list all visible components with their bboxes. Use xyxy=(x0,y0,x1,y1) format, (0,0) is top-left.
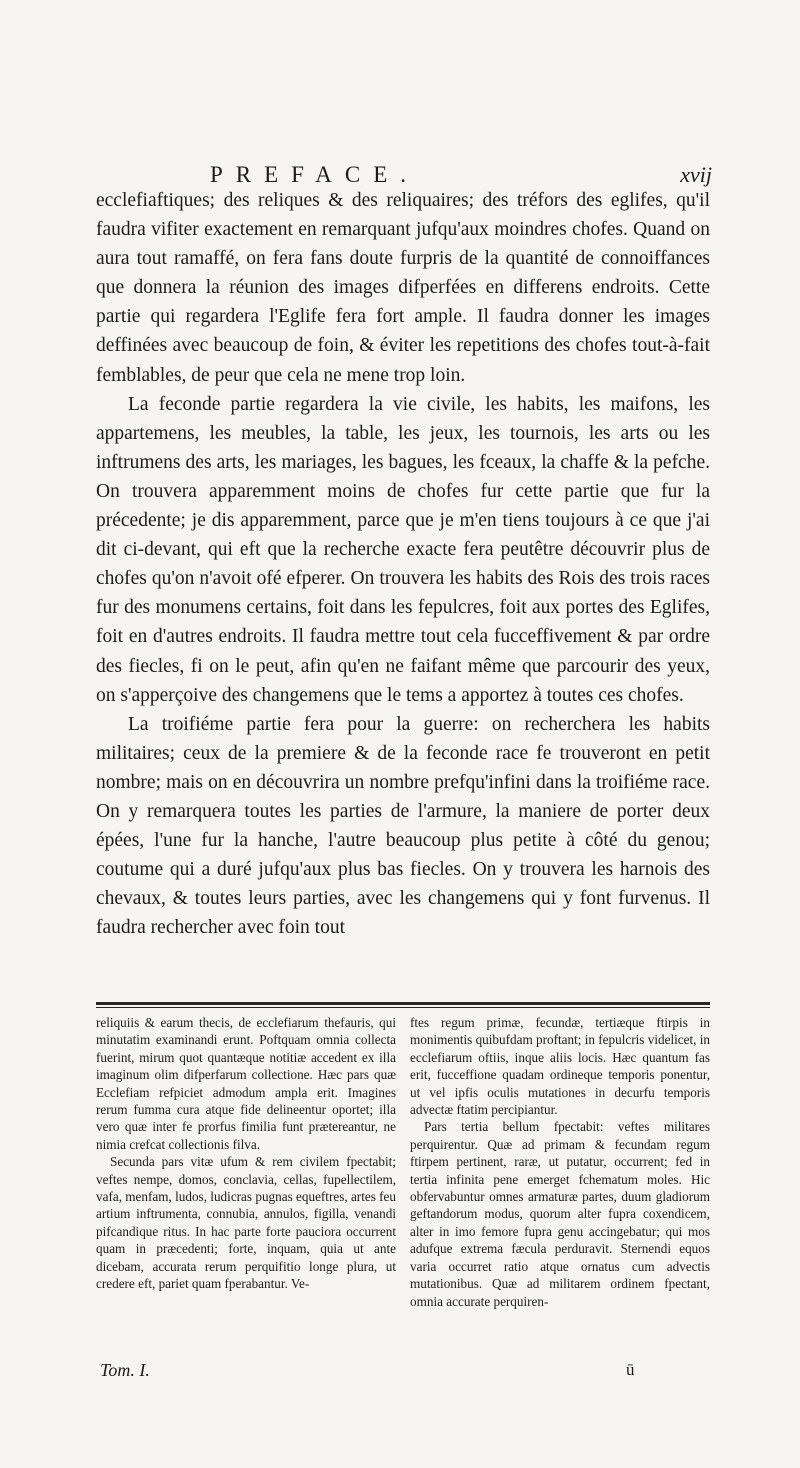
footnote-paragraph: Secunda pars vitæ ufum & rem civilem fpectabit; veftes nempe, domos, conclavia, cellas, fupellectilem, vafa, menfam, ludos, ludicras pugnas equeftres, artes feu artium inftrumenta, connubia, annulos, figilla, venandi pifcandique ritus. In hac parte forte pauciora occurrent quam in præcedenti; forte, inquam, quia ut ante dicebam, accurata rerum perquifitio longe plura, ut credere eft, pariet quam fperabantur. Ve- xyxy=(96,1154,396,1292)
footnote-column-left xyxy=(96,1014,396,1310)
catchword: ū xyxy=(626,1360,635,1379)
main-paragraph: La feconde partie regardera la vie civile, les habits, les maifons, les appartemens, les meubles, la table, les jeux, les tournois, les arts ou les inftrumens des arts, les mariages, les bagues, les fceaux, la chaffe & la pefche. On trouvera apparemment moins de chofes fur cette partie que fur la précedente; je dis apparemment, parce que je m'en tiens toujours à ce que j'ai dit ci-devant, qui eft que la recherche exacte fera peutêtre découvrir plus de chofes qu'on n'avoit ofé efperer. On trouvera les habits des Rois des trois races fur des monumens certains, foit dans les fepulcres, foit aux portes des Eglifes, foit en d'autres endroits. Il faudra mettre tout cela fucceffivement & par ordre des fiecles, fi on le peut, afin qu'en ne faifant même que parcourir des yeux, on s'apperçoive des changemens que le tems a apportez à toutes ces chofes. xyxy=(96,393,710,706)
footnote-paragraph: Pars tertia bellum fpectabit: veftes militares perquirentur. Quæ ad primam & fecundam regum ftirpem pertinent, raræ, ut putatur, occurrent; fed in tertia infinita pene emerget fchematum moles. Hic obfervabuntur omnes armaturæ partes, duum gladiorum geftandorum modus, quorum alter fupra coxendicem, alter in imo femore fupra genu accingebatur; qui mos adufque extrema fæcula perduravit. Sternendi equos varia occurret ratio atque ornatus cum advectis mutationibus. Quæ ad militarem ordinem fpectant, omnia accurate perquiren- xyxy=(410,1119,710,1309)
footnote-column-right xyxy=(410,1014,710,1310)
page-number: xvij xyxy=(680,162,712,187)
main-paragraph: La troifiéme partie fera pour la guerre: on recherchera les habits militaires; ceux de la premiere & de la feconde race fe trouveront en petit nombre; mais on en découvrira un nombre prefqu'infini dans la troifiéme race. On y remarquera toutes les parties de l'armure, la maniere de porter deux épées, l'une fur la hanche, l'autre beaucoup plus petite à côté du genou; coutume qui a duré jufqu'aux plus bas fiecles. On y trouvera les harnois des chevaux, & toutes leurs parties, avec les changemens qui y font furvenus. Il faudra rechercher avec foin tout xyxy=(96,713,710,939)
volume-signature: Tom. I. xyxy=(100,1360,150,1380)
footnote-paragraph: ftes regum primæ, fecundæ, tertiæque ftirpis in monimentis quibufdam proftant; in fepulcris videlicet, in ecclefiarum oftiis, inque aliis locis. Hæc quantum fas erit, fucceffione quadam ordineque temporis ponentur, ut vel ipfis oculis mutationes in decurfu temporis advectæ ftatim percipiantur. xyxy=(410,1015,710,1118)
running-title: PREFACE. xyxy=(210,162,420,187)
footnote-paragraph: reliquiis & earum thecis, de ecclefiarum thefauris, qui minutatim examinandi erunt. Poftquam omnia collecta fuerint, mirum quot quantæque notitiæ accedent ex illa imaginum olim difperfarum collectione. Hæc pars quæ Ecclefiam refpiciet admodum ampla erit. Imagines rerum fumma cura atque fide delineentur oportet; illa vero quæ inter fe prorfus fimilia funt prætereantur, ne nimia crefcat collectionis filva. xyxy=(96,1015,396,1152)
latin-footnotes xyxy=(96,1014,710,1310)
main-paragraph: ecclefiaftiques; des reliques & des reliquaires; des tréfors des eglifes, qu'il faudra vifiter exactement en remarquant jufqu'aux moindres chofes. Quand on aura tout ramaffé, on fera fans doute furpris de la quantité de connoiffances que donnera la réunion des images difperfées en differens endroits. Cette partie qui regardera l'Eglife fera fort ample. Il faudra donner les images deffinées avec beaucoup de foin, & éviter les repetitions des chofes tout-à-fait femblables, de peur que cela ne mene trop loin. xyxy=(96,190,710,386)
footnote-separator-rule xyxy=(96,1002,710,1008)
main-text-body xyxy=(96,186,710,942)
